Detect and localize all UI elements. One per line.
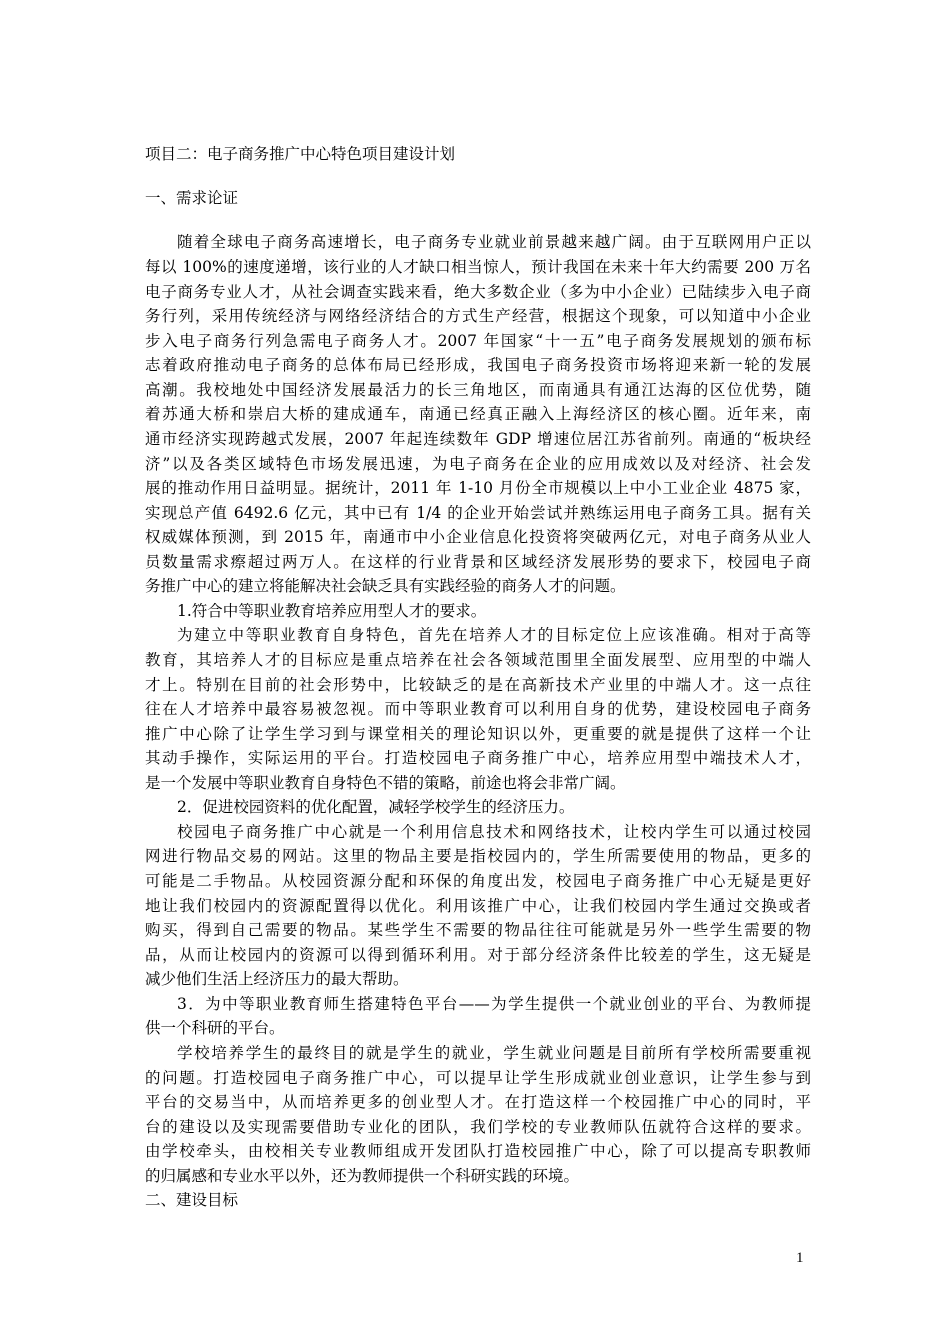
paragraph-line: 务推广中心的建立将能解决社会缺乏具有实践经验的商务人才的问题。 bbox=[145, 577, 626, 595]
paragraph-line: 往在人才培养中最容易被忽视。而中等职业教育可以利用自身的优势，建设校园电子商务 bbox=[145, 700, 811, 718]
paragraph-line: 减少他们生活上经济压力的最大帮助。 bbox=[145, 970, 409, 988]
list-item-heading: 2．促进校园资料的优化配置，减轻学校学生的经济压力。 bbox=[177, 798, 575, 816]
paragraph-line: 学校培养学生的最终目的就是学生的就业，学生就业问题是目前所有学校所需要重视 bbox=[177, 1044, 811, 1062]
paragraph-line: 购买，得到自己需要的物品。某些学生不需要的物品往往可能就是另外一些学生需要的物 bbox=[145, 921, 811, 939]
paragraph-line: 务行列，采用传统经济与网络经济结合的方式生产经营，根据这个现象，可以知道中小企业 bbox=[145, 307, 811, 325]
paragraph-line: 为建立中等职业教育自身特色，首先在培养人才的目标定位上应该准确。相对于高等 bbox=[177, 626, 811, 644]
paragraph-line: 的归属感和专业水平以外，还为教师提供一个科研实践的环境。 bbox=[145, 1167, 580, 1185]
paragraph-line: 地让我们校园内的资源配置得以优化。利用该推广中心，让我们校园内学生通过交换或者 bbox=[145, 897, 811, 915]
paragraph-line: 台的建设以及实现需要借助专业化的团队，我们学校的专业教师队伍就符合这样的要求。 bbox=[145, 1118, 811, 1136]
paragraph-line: 由学校牵头，由校相关专业教师组成开发团队打造校园推广中心，除了可以提高专职教师 bbox=[145, 1142, 811, 1160]
paragraph-line: 济”以及各类区域特色市场发展迅速，为电子商务在企业的应用成效以及对经济、社会发 bbox=[145, 455, 811, 473]
paragraph-line: 教育，其培养人才的目标应是重点培养在社会各领域范围里全面发展型、应用型的中端人 bbox=[145, 651, 811, 669]
paragraph-line: 电子商务专业人才，从社会调查实践来看，绝大多数企业（多为中小企业）已陆续步入电子商 bbox=[145, 283, 811, 301]
paragraph-line: 推广中心除了让学生学习到与课堂相关的理论知识以外，更重要的就是提供了这样一个让 bbox=[145, 725, 811, 743]
list-item-heading-cont: 供一个科研的平台。 bbox=[145, 1019, 285, 1037]
paragraph-line: 权威媒体预测，到 2015 年，南通市中小企业信息化投资将突破两亿元，对电子商务从业人 bbox=[145, 528, 811, 546]
paragraph-line: 品，从而让校园内的资源可以得到循环利用。对于部分经济条件比较差的学生，这无疑是 bbox=[145, 946, 811, 964]
list-item-heading: 1.符合中等职业教育培养应用型人才的要求。 bbox=[177, 602, 487, 620]
paragraph-line: 高潮。我校地处中国经济发展最活力的长三角地区，而南通具有通江达海的区位优势，随 bbox=[145, 381, 811, 399]
section-heading: 二、建设目标 bbox=[145, 1191, 239, 1209]
paragraph-line: 才上。特别在目前的社会形势中，比较缺乏的是在高新技术产业里的中端人才。这一点往 bbox=[145, 676, 811, 694]
paragraph-line: 校园电子商务推广中心就是一个利用信息技术和网络技术，让校内学生可以通过校园 bbox=[177, 823, 811, 841]
paragraph-line: 是一个发展中等职业教育自身特色不错的策略，前途也将会非常广阔。 bbox=[145, 774, 626, 792]
paragraph-line: 可能是二手物品。从校园资源分配和环保的角度出发，校园电子商务推广中心无疑是更好 bbox=[145, 872, 811, 890]
paragraph-line: 平台的交易当中，从而培养更多的创业型人才。在打造这样一个校园推广中心的同时，平 bbox=[145, 1093, 811, 1111]
paragraph-line: 展的推动作用日益明显。据统计，2011 年 1-10 月份全市规模以上中小工业企业 4875 家， bbox=[145, 479, 811, 497]
paragraph-line: 员数量需求瘵超过两万人。在这样的行业背景和区域经济发展形势的要求下，校园电子商 bbox=[145, 553, 811, 571]
page-number: 1 bbox=[796, 1250, 804, 1266]
document-title: 项目二：电子商务推广中心特色项目建设计划 bbox=[145, 145, 456, 163]
list-item-heading: 3．为中等职业教育师生搭建特色平台——为学生提供一个就业创业的平台、为教师提 bbox=[177, 995, 811, 1013]
paragraph-line: 随着全球电子商务高速增长，电子商务专业就业前景越来越广阔。由于互联网用户正以 bbox=[177, 233, 811, 251]
section-heading: 一、需求论证 bbox=[145, 189, 239, 207]
paragraph-line: 通市经济实现跨越式发展，2007 年起连续数年 GDP 增速位居江苏省前列。南通的“板块经 bbox=[145, 430, 811, 448]
paragraph-line: 每以 100%的速度递增，该行业的人才缺口相当惊人，预计我国在未来十年大约需要 200 万名 bbox=[145, 258, 811, 276]
paragraph-line: 志着政府推动电子商务的总体布局已经形成，我国电子商务投资市场将迎来新一轮的发展 bbox=[145, 356, 811, 374]
paragraph-line: 其动手操作，实际运用的平台。打造校园电子商务推广中心，培养应用型中端技术人才， bbox=[145, 749, 811, 767]
paragraph-line: 步入电子商务行列急需电子商务人才。2007 年国家“十一五”电子商务发展规划的颁布标 bbox=[145, 332, 811, 350]
paragraph-line: 网进行物品交易的网站。这里的物品主要是指校园内的，学生所需要使用的物品，更多的 bbox=[145, 847, 811, 865]
paragraph-line: 着苏通大桥和崇启大桥的建成通车，南通已经真正融入上海经济区的核心圈。近年来，南 bbox=[145, 405, 811, 423]
paragraph-line: 的问题。打造校园电子商务推广中心，可以提早让学生形成就业创业意识，让学生参与到 bbox=[145, 1069, 811, 1087]
paragraph-line: 实现总产值 6492.6 亿元，其中已有 1/4 的企业开始尝试并熟练运用电子商务工具。据有关 bbox=[145, 504, 811, 522]
